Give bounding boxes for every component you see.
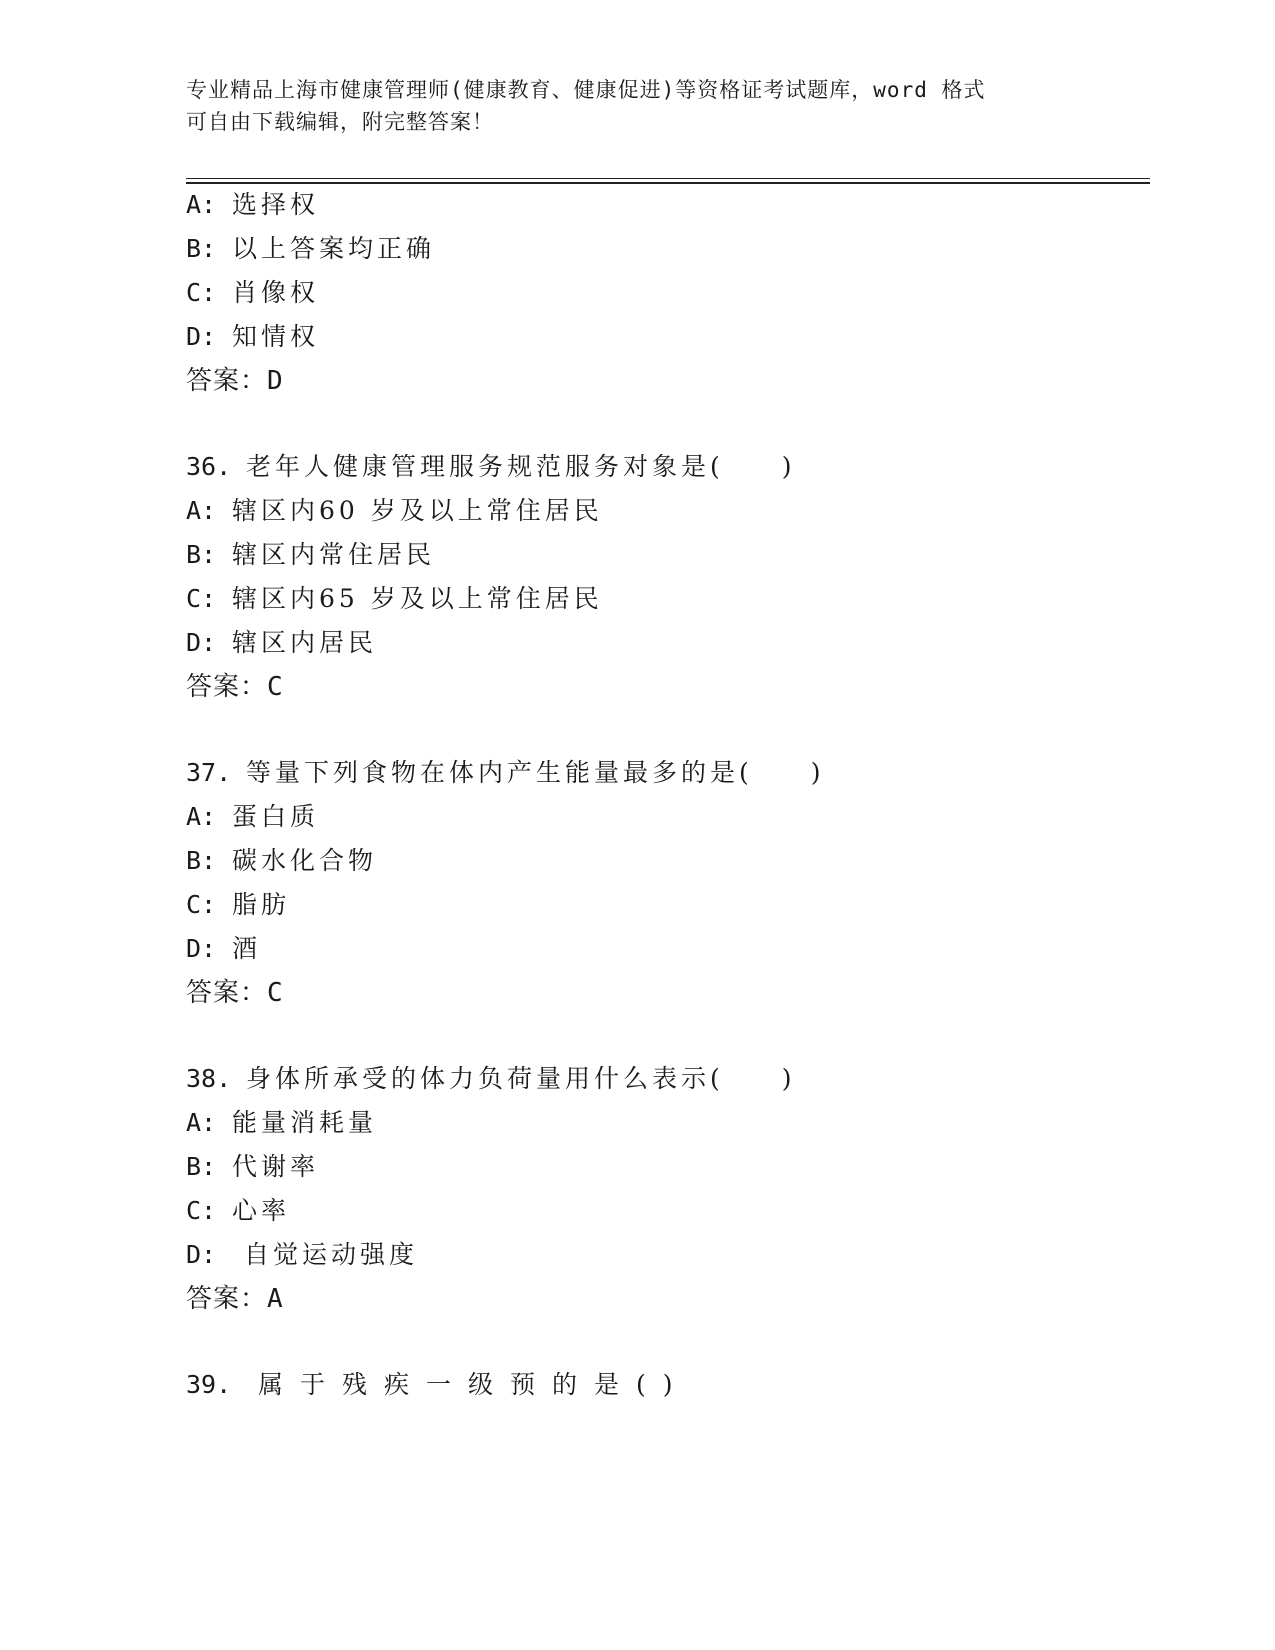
option-letter: A: (186, 1108, 217, 1137)
page-header (186, 74, 1066, 138)
option-letter: C: (186, 890, 217, 919)
option-text: 辖区内常住居民 (232, 540, 436, 569)
option-d (186, 628, 377, 658)
option-text: 酒 (232, 934, 262, 963)
option-d (186, 322, 319, 352)
question-number: 39. (186, 1370, 232, 1399)
option-text: 辖区内65 岁及以上常住居民 (232, 584, 603, 613)
question-text: 老年人健康管理服务规范服务对象是( ) (246, 452, 796, 481)
answer-label: 答案： (186, 978, 268, 1008)
answer-line (186, 366, 284, 396)
question-text: 属于残疾一级预的是() (258, 1370, 690, 1399)
answer-line (186, 672, 284, 702)
question-39 (186, 1370, 690, 1400)
option-letter: D: (186, 628, 217, 657)
option-d (186, 934, 261, 964)
option-text: 能量消耗量 (232, 1108, 378, 1137)
option-c (186, 584, 603, 614)
header-rule-thin (186, 178, 1150, 179)
option-b (186, 1152, 319, 1182)
option-c (186, 890, 290, 920)
option-text: 选择权 (232, 190, 320, 219)
option-b (186, 540, 435, 570)
option-text: 肖像权 (232, 278, 320, 307)
answer-line (186, 1284, 284, 1314)
option-d (186, 1240, 418, 1270)
option-text: 以上答案均正确 (232, 234, 436, 263)
option-a (186, 1108, 377, 1138)
header-line-1: 专业精品上海市健康管理师(健康教育、健康促进)等资格证考试题库，word 格式 (186, 78, 986, 102)
option-letter: A: (186, 190, 217, 219)
option-a (186, 802, 319, 832)
answer-line (186, 978, 284, 1008)
answer-label: 答案： (186, 366, 268, 396)
question-36 (186, 452, 796, 482)
option-letter: C: (186, 1196, 217, 1225)
option-a (186, 496, 603, 526)
answer-value: C (267, 672, 284, 702)
question-38 (186, 1064, 796, 1094)
option-text: 蛋白质 (232, 802, 320, 831)
option-c (186, 1196, 290, 1226)
option-c (186, 278, 319, 308)
option-b (186, 234, 435, 264)
answer-label: 答案： (186, 672, 268, 702)
option-letter: D: (186, 934, 217, 963)
option-text: 代谢率 (232, 1152, 320, 1181)
option-text: 心率 (232, 1196, 291, 1225)
question-text: 身体所承受的体力负荷量用什么表示( ) (246, 1064, 796, 1093)
header-rule-thick (186, 182, 1150, 184)
question-number: 38. (186, 1064, 232, 1093)
answer-value: C (267, 978, 284, 1008)
option-text: 辖区内居民 (232, 628, 378, 657)
option-letter: B: (186, 540, 217, 569)
option-letter: C: (186, 278, 217, 307)
answer-value: A (267, 1284, 284, 1314)
option-b (186, 846, 377, 876)
option-a (186, 190, 319, 220)
option-text: 碳水化合物 (232, 846, 378, 875)
option-letter: B: (186, 234, 217, 263)
answer-value: D (267, 366, 284, 396)
option-letter: D: (186, 1240, 217, 1269)
answer-label: 答案： (186, 1284, 268, 1314)
option-letter: D: (186, 322, 217, 351)
question-text: 等量下列食物在体内产生能量最多的是( ) (246, 758, 825, 787)
option-letter: B: (186, 846, 217, 875)
option-text: 知情权 (232, 322, 320, 351)
option-text: 辖区内60 岁及以上常住居民 (232, 496, 603, 525)
option-letter: A: (186, 802, 217, 831)
option-text: 脂肪 (232, 890, 291, 919)
option-letter: A: (186, 496, 217, 525)
question-number: 37. (186, 758, 232, 787)
option-letter: B: (186, 1152, 217, 1181)
question-number: 36. (186, 452, 232, 481)
option-letter: C: (186, 584, 217, 613)
option-text: 自觉运动强度 (232, 1240, 418, 1269)
question-37 (186, 758, 825, 788)
header-line-2: 可自由下载编辑，附完整答案！ (186, 110, 494, 134)
